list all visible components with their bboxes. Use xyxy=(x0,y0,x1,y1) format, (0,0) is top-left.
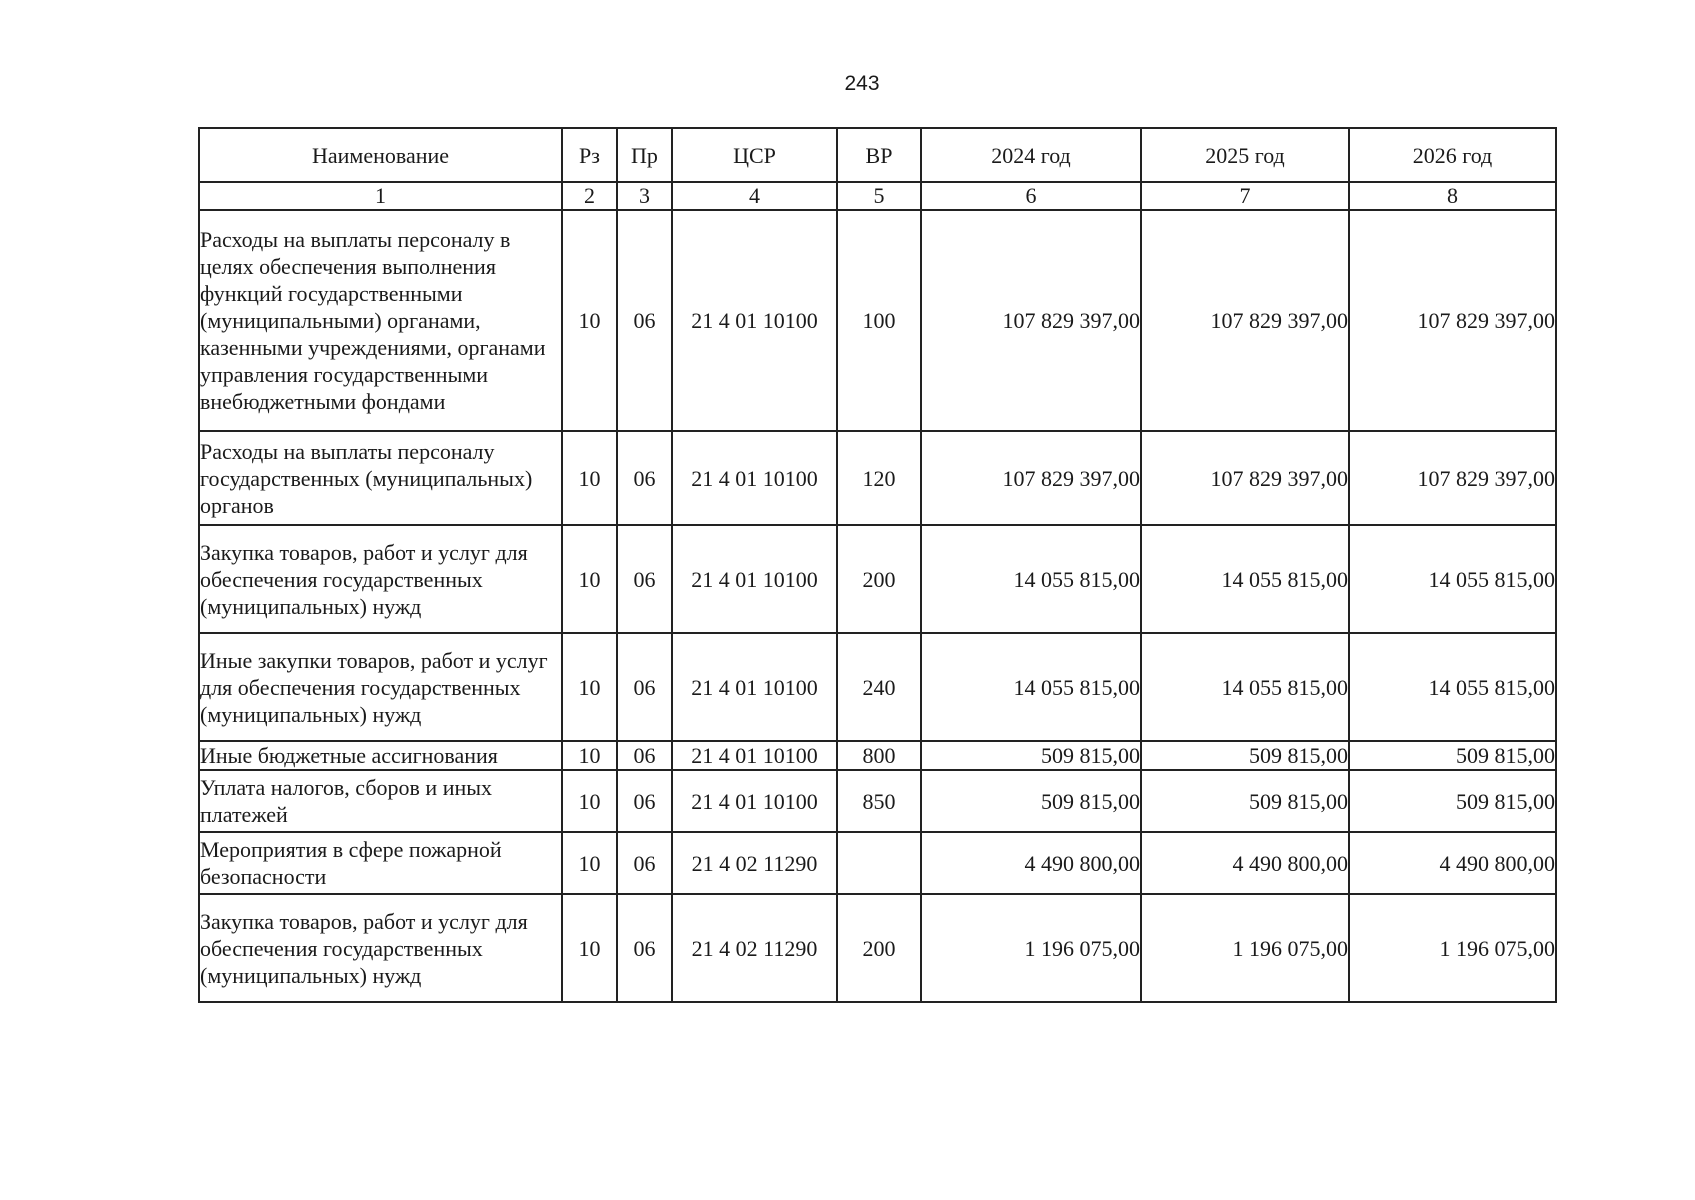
row-pr: 06 xyxy=(617,832,672,894)
column-number: 2 xyxy=(562,182,617,210)
table-row xyxy=(199,431,1556,525)
row-amount-2024: 107 829 397,00 xyxy=(921,431,1141,525)
row-csr: 21 4 01 10100 xyxy=(672,741,837,770)
row-amount-2026: 14 055 815,00 xyxy=(1349,633,1556,741)
row-amount-2026: 1 196 075,00 xyxy=(1349,894,1556,1002)
row-amount-2026: 509 815,00 xyxy=(1349,770,1556,832)
header-year-2025: 2025 год xyxy=(1141,128,1349,182)
row-amount-2024: 4 490 800,00 xyxy=(921,832,1141,894)
row-vr: 100 xyxy=(837,210,921,431)
row-amount-2026: 4 490 800,00 xyxy=(1349,832,1556,894)
table-row xyxy=(199,832,1556,894)
row-amount-2024: 107 829 397,00 xyxy=(921,210,1141,431)
row-name: Уплата налогов, сборов и иных платежей xyxy=(199,770,562,832)
row-pr: 06 xyxy=(617,894,672,1002)
row-rz: 10 xyxy=(562,431,617,525)
row-pr: 06 xyxy=(617,770,672,832)
row-amount-2025: 107 829 397,00 xyxy=(1141,431,1349,525)
table-row xyxy=(199,210,1556,431)
header-pr: Пр xyxy=(617,128,672,182)
row-name: Иные закупки товаров, работ и услуг для обеспечения государственных (муниципальных) нужд xyxy=(199,633,562,741)
row-amount-2025: 107 829 397,00 xyxy=(1141,210,1349,431)
row-amount-2024: 1 196 075,00 xyxy=(921,894,1141,1002)
column-number: 7 xyxy=(1141,182,1349,210)
column-number-row xyxy=(199,182,1556,210)
column-number: 5 xyxy=(837,182,921,210)
row-name: Расходы на выплаты персоналу государственных (муниципальных) органов xyxy=(199,431,562,525)
row-vr: 850 xyxy=(837,770,921,832)
table-header-row xyxy=(199,128,1556,182)
row-name: Расходы на выплаты персоналу в целях обеспечения выполнения функций государственными (муниципальными) органами, казенными учреждениями, органами управления государственными внебюджетными фондами xyxy=(199,210,562,431)
row-amount-2026: 14 055 815,00 xyxy=(1349,525,1556,633)
row-rz: 10 xyxy=(562,210,617,431)
row-amount-2025: 14 055 815,00 xyxy=(1141,525,1349,633)
header-year-2026: 2026 год xyxy=(1349,128,1556,182)
row-vr xyxy=(837,832,921,894)
header-vr: ВР xyxy=(837,128,921,182)
header-year-2024: 2024 год xyxy=(921,128,1141,182)
row-csr: 21 4 02 11290 xyxy=(672,894,837,1002)
column-number: 1 xyxy=(199,182,562,210)
table-row xyxy=(199,633,1556,741)
row-vr: 120 xyxy=(837,431,921,525)
header-name: Наименование xyxy=(199,128,562,182)
row-amount-2024: 509 815,00 xyxy=(921,741,1141,770)
row-amount-2026: 107 829 397,00 xyxy=(1349,431,1556,525)
row-amount-2025: 4 490 800,00 xyxy=(1141,832,1349,894)
row-csr: 21 4 01 10100 xyxy=(672,210,837,431)
row-vr: 200 xyxy=(837,894,921,1002)
row-amount-2024: 14 055 815,00 xyxy=(921,633,1141,741)
table-row xyxy=(199,525,1556,633)
row-vr: 800 xyxy=(837,741,921,770)
table-row xyxy=(199,894,1556,1002)
row-amount-2024: 14 055 815,00 xyxy=(921,525,1141,633)
column-number: 4 xyxy=(672,182,837,210)
page-number: 243 xyxy=(844,72,880,95)
column-number: 8 xyxy=(1349,182,1556,210)
row-amount-2026: 509 815,00 xyxy=(1349,741,1556,770)
row-pr: 06 xyxy=(617,741,672,770)
row-csr: 21 4 01 10100 xyxy=(672,633,837,741)
row-pr: 06 xyxy=(617,431,672,525)
row-amount-2025: 509 815,00 xyxy=(1141,770,1349,832)
row-amount-2025: 14 055 815,00 xyxy=(1141,633,1349,741)
row-amount-2024: 509 815,00 xyxy=(921,770,1141,832)
row-csr: 21 4 01 10100 xyxy=(672,525,837,633)
row-vr: 200 xyxy=(837,525,921,633)
column-number: 3 xyxy=(617,182,672,210)
row-pr: 06 xyxy=(617,210,672,431)
table-row xyxy=(199,741,1556,770)
row-rz: 10 xyxy=(562,770,617,832)
row-name: Иные бюджетные ассигнования xyxy=(199,741,562,770)
row-vr: 240 xyxy=(837,633,921,741)
row-csr: 21 4 02 11290 xyxy=(672,832,837,894)
row-amount-2026: 107 829 397,00 xyxy=(1349,210,1556,431)
row-csr: 21 4 01 10100 xyxy=(672,431,837,525)
row-csr: 21 4 01 10100 xyxy=(672,770,837,832)
header-csr: ЦСР xyxy=(672,128,837,182)
row-rz: 10 xyxy=(562,525,617,633)
row-name: Закупка товаров, работ и услуг для обеспечения государственных (муниципальных) нужд xyxy=(199,894,562,1002)
row-rz: 10 xyxy=(562,741,617,770)
column-number: 6 xyxy=(921,182,1141,210)
row-amount-2025: 1 196 075,00 xyxy=(1141,894,1349,1002)
table-row xyxy=(199,770,1556,832)
row-name: Мероприятия в сфере пожарной безопасности xyxy=(199,832,562,894)
row-name: Закупка товаров, работ и услуг для обеспечения государственных (муниципальных) нужд xyxy=(199,525,562,633)
budget-table xyxy=(198,127,1557,1003)
row-rz: 10 xyxy=(562,633,617,741)
row-rz: 10 xyxy=(562,894,617,1002)
row-rz: 10 xyxy=(562,832,617,894)
row-pr: 06 xyxy=(617,633,672,741)
row-amount-2025: 509 815,00 xyxy=(1141,741,1349,770)
header-rz: Рз xyxy=(562,128,617,182)
row-pr: 06 xyxy=(617,525,672,633)
